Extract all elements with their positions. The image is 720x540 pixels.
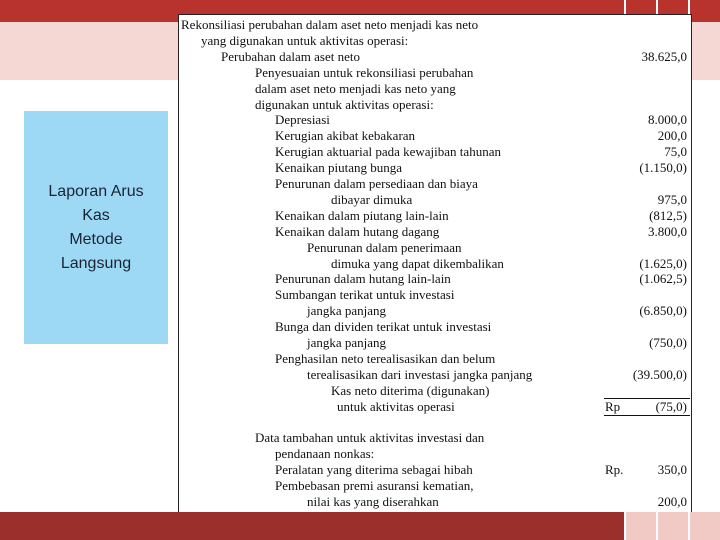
statement-row-value: 75,0 [664, 144, 687, 160]
statement-row-label: Rekonsiliasi perubahan dalam aset neto menjadi kas neto [181, 17, 479, 32]
statement-row-label: Penurunan dalam hutang lain-lain [275, 271, 451, 287]
statement-row-value: 38.625,0 [641, 48, 687, 64]
statement-row-label: dibayar dimuka [331, 191, 413, 207]
statement-row-label: dimuka yang dapat dikembalikan [331, 255, 504, 271]
statement-row-value: 200,0 [657, 128, 687, 144]
statement-row-label: Peralatan yang diterima sebagai hibah [275, 462, 473, 478]
statement-row-label: Depresiasi [275, 112, 330, 128]
statement-row-value: (39.500,0) [632, 366, 687, 382]
bottom-accent-strip [0, 512, 720, 540]
statement-row-value: 350,0 [657, 462, 687, 478]
side-title-line: Langsung [60, 254, 132, 272]
statement-row-label: jangka panjang [307, 335, 387, 350]
statement-row-label: yang digunakan untuk aktivitas operasi: [201, 32, 409, 48]
statement-row-label: Sumbangan terikat untuk investasi [275, 287, 455, 303]
statement-row-label: Penurunan dalam persediaan dan biaya [275, 176, 478, 191]
statement-row-label: untuk aktivitas operasi [337, 398, 455, 414]
statement-row-label: Kenaikan piutang bunga [275, 160, 403, 176]
statement-row-value: (1.150,0) [639, 160, 687, 176]
statement-row-label: Penyesuaian untuk rekonsiliasi perubahan [255, 64, 474, 80]
statement-row-value: (75,0) [655, 398, 687, 414]
statement-row-label: jangka panjang [307, 303, 387, 319]
side-title-box [24, 111, 168, 344]
statement-row-label: nilai kas yang diserahkan [307, 494, 439, 509]
statement-row-label: digunakan untuk aktivitas operasi: [255, 96, 434, 112]
statement-row-value: (1.625,0) [639, 255, 687, 271]
statement-row-label: Kerugian aktuarial pada kewajiban tahunan [275, 144, 501, 160]
statement-row-label: Kas neto diterima (digunakan) [331, 382, 490, 398]
statement-row-label: Pembebasan premi asuransi kematian, [275, 478, 474, 494]
statement-row-value: 3.800,0 [648, 223, 687, 239]
statement-row-value: 975,0 [657, 191, 687, 207]
statement-row-currency: Rp [605, 398, 621, 414]
total-rule-top [604, 398, 690, 399]
side-title [36, 180, 156, 276]
statement-row-label: Penurunan dalam penerimaan [307, 239, 462, 255]
statement-row-label: Bunga dan dividen terikat untuk investasi [275, 319, 492, 335]
statement-row-label: Perubahan dalam aset neto [221, 48, 360, 64]
side-title-line: Laporan Arus [48, 182, 144, 200]
statement-row-value: (6.850,0) [639, 303, 687, 319]
total-rule-bottom [604, 415, 690, 416]
side-title-line: Kas [82, 206, 110, 224]
bottom-decor-marks [624, 512, 720, 540]
statement-row-value: 200,0 [657, 494, 687, 509]
side-title-line: Metode [69, 230, 123, 248]
statement-row-label: Kenaikan dalam piutang lain-lain [275, 207, 449, 223]
statement-row-label: terealisasikan dari investasi jangka panjang [307, 366, 533, 382]
statement-row-label: Penghasilan neto terealisasikan dan belum [275, 350, 496, 366]
statement-row-label: Kenaikan dalam hutang dagang [275, 223, 440, 239]
statement-row-value: 8.000,0 [648, 112, 687, 128]
statement-row-label: Kerugian akibat kebakaran [275, 128, 416, 144]
statement-row-value: (812,5) [649, 207, 687, 223]
statement-row-value: (750,0) [649, 335, 687, 350]
statement-row-label: Data tambahan untuk aktivitas investasi dan [255, 430, 485, 446]
statement-row-label: pendanaan nonkas: [275, 446, 375, 462]
financial-statement-document [178, 14, 692, 524]
statement-row-currency: Rp. [605, 462, 624, 478]
statement-row-value: (1.062,5) [639, 271, 687, 287]
statement-row-label: dalam aset neto menjadi kas neto yang [255, 80, 456, 96]
